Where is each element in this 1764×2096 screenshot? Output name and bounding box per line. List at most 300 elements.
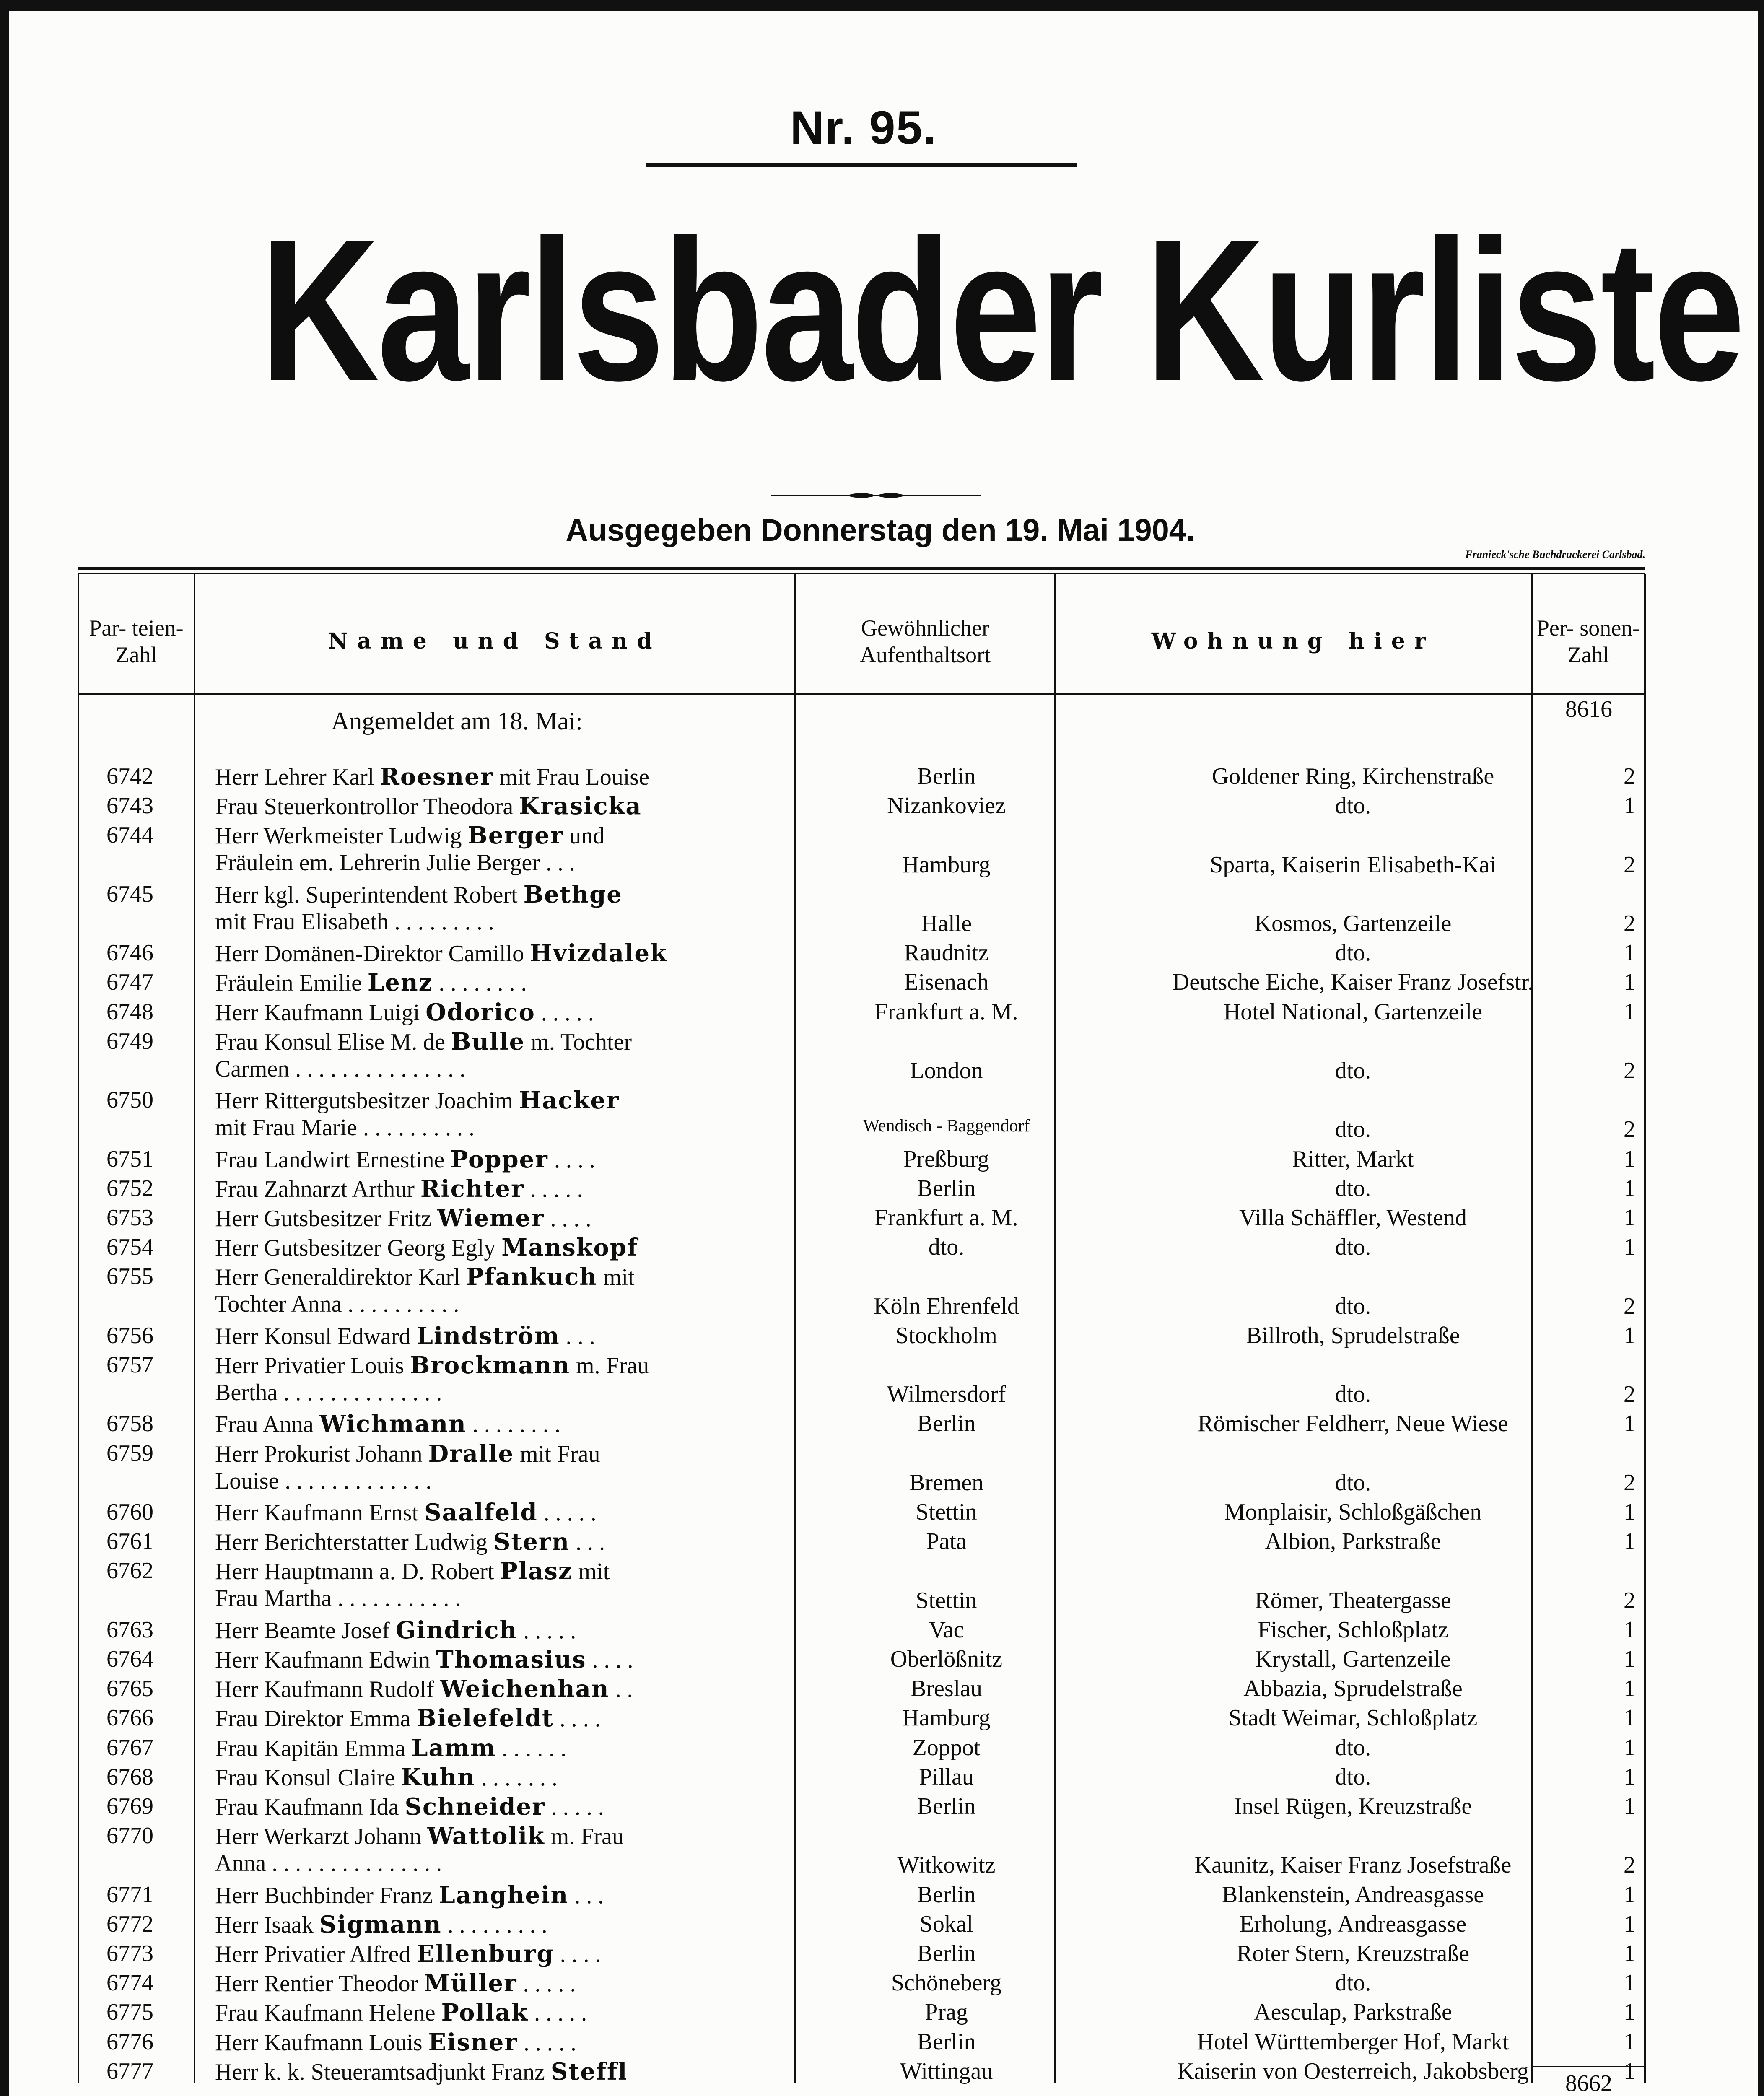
guest-suffix: . . . [570, 1529, 605, 1556]
table-row [78, 1263, 1645, 1322]
home-town: Sokal [919, 1911, 973, 1937]
guest-name-line [215, 1794, 604, 1820]
person-count: 2 [1624, 1587, 1635, 1614]
guest-name-line [215, 1206, 591, 1232]
guest-name-line [215, 1323, 595, 1349]
guest-surname: Berger [467, 822, 564, 850]
residence: dto. [1335, 940, 1371, 966]
home-town: Nizankoviez [887, 793, 1006, 819]
residence: dto. [1335, 1175, 1371, 1201]
table-row [78, 1322, 1645, 1352]
table-row [78, 1999, 1645, 2028]
guest-surname: Weichenhan [440, 1675, 610, 1703]
guest-name-line [215, 1618, 576, 1644]
guest-name-continuation: Louise . . . . . . . . . . . . . [215, 1468, 432, 1494]
guest-surname: Dralle [428, 1440, 514, 1468]
table-row [78, 969, 1645, 998]
person-count: 2 [1624, 1116, 1635, 1143]
guest-title: Herr Kaufmann Rudolf [215, 1676, 440, 1703]
guest-surname: Plasz [500, 1557, 573, 1585]
guest-surname: Wichmann [319, 1410, 467, 1438]
residence: Fischer, Schloßplatz [1258, 1616, 1448, 1643]
table-row [78, 1646, 1645, 1675]
guest-name-line [215, 1088, 619, 1114]
guest-title: Herr Gutsbesitzer Georg Egly [215, 1235, 502, 1261]
guest-suffix: mit [572, 1559, 610, 1585]
guest-surname: Hacker [519, 1087, 620, 1115]
guest-name [215, 1499, 856, 1526]
person-count: 1 [1624, 1646, 1635, 1672]
guest-name-line [215, 1912, 547, 1938]
guest-surname: Müller [424, 1969, 517, 1997]
guest-name [215, 1557, 856, 1612]
home-town: Vac [929, 1616, 964, 1643]
home-town: Berlin [917, 1881, 976, 1908]
person-count: 2 [1624, 851, 1635, 878]
party-number: 6760 [106, 1499, 153, 1525]
party-number: 6755 [106, 1263, 153, 1290]
guest-title: Herr Werkmeister Ludwig [215, 823, 468, 849]
person-count: 1 [1624, 1970, 1635, 1996]
guest-name-line [215, 941, 667, 967]
guest-title: Frau Kaufmann Ida [215, 1794, 405, 1820]
table-row [78, 1616, 1645, 1646]
person-count: 1 [1624, 1940, 1635, 1966]
table-row [78, 1528, 1645, 1557]
table-row [78, 1940, 1645, 1969]
guest-name [215, 1087, 856, 1141]
guest-suffix: . . . . . . . . . [441, 1912, 547, 1938]
guest-name [215, 1734, 856, 1762]
header-party-count: Par- teien- Zahl [89, 615, 184, 667]
guest-name-line [215, 1676, 633, 1702]
guest-title: Herr Kaufmann Ernst [215, 1500, 425, 1526]
guest-suffix: . . . . . [517, 1617, 576, 1644]
home-town: Berlin [917, 1793, 976, 1819]
person-count: 1 [1624, 1175, 1635, 1201]
table-row [78, 999, 1645, 1028]
party-number: 6776 [106, 2029, 153, 2055]
residence: dto. [1335, 793, 1371, 819]
page-border-left [0, 0, 9, 2096]
table-row [78, 1087, 1645, 1145]
guest-surname: Sigmann [319, 1910, 442, 1938]
party-number: 6759 [106, 1440, 153, 1466]
guest-name-line [215, 1029, 632, 1055]
person-count: 2 [1624, 763, 1635, 789]
table-row [78, 1410, 1645, 1440]
guest-name-continuation: mit Frau Marie . . . . . . . . . . [215, 1115, 475, 1141]
guest-name [215, 999, 856, 1026]
guest-name [215, 1704, 856, 1732]
guest-surname: Eisner [428, 2028, 518, 2056]
guest-suffix: . . . . . [517, 2029, 576, 2056]
person-count: 1 [1624, 1734, 1635, 1761]
table-row [78, 1734, 1645, 1764]
guest-name-line [215, 2030, 576, 2056]
home-town: Breslau [910, 1676, 983, 1702]
header-name: Name und Stand [328, 628, 662, 654]
guest-name-line [215, 1411, 560, 1437]
guest-title: Herr k. k. Steueramtsadjunkt Franz [215, 2059, 551, 2085]
guest-suffix: . . . . [553, 1706, 601, 1732]
guest-suffix: . . . . . . . . [466, 1411, 560, 1438]
guest-title: Herr Isaak [215, 1912, 319, 1938]
person-count: 1 [1624, 1528, 1635, 1555]
guest-name-continuation: mit Frau Elisabeth . . . . . . . . . [215, 908, 494, 935]
residence: Billroth, Sprudelstraße [1246, 1322, 1460, 1349]
party-number: 6769 [106, 1793, 153, 1819]
issue-date-line: Ausgegeben Donnerstag den 19. Mai 1904. [566, 513, 1195, 547]
guest-title: Herr Generaldirektor Karl [215, 1264, 466, 1291]
page-border-right [1758, 0, 1764, 2096]
party-number: 6753 [106, 1205, 153, 1231]
guest-suffix: . . . [560, 1323, 595, 1349]
residence: dto. [1335, 1764, 1371, 1790]
table-row [78, 822, 1645, 880]
table-row [78, 1911, 1645, 1940]
guest-suffix: . . . . . [537, 1500, 597, 1526]
guest-name [215, 1999, 856, 2026]
party-number: 6772 [106, 1911, 153, 1937]
guest-name [215, 2029, 856, 2056]
guest-title: Frau Direktor Emma [215, 1706, 417, 1732]
table-row [78, 1557, 1645, 1616]
guest-name-continuation: Carmen . . . . . . . . . . . . . . . [215, 1056, 466, 1082]
table-row [78, 1969, 1645, 1999]
person-count: 1 [1624, 1234, 1635, 1261]
guest-name [215, 1440, 856, 1494]
residence: Roter Stern, Kreuzstraße [1236, 1940, 1470, 1966]
guest-suffix: . . . . . [545, 1794, 604, 1820]
table-row [78, 881, 1645, 939]
table-row [78, 1881, 1645, 1911]
party-number: 6777 [106, 2058, 153, 2084]
party-number: 6765 [106, 1676, 153, 1702]
guest-name [215, 1175, 856, 1203]
guest-name-line [215, 1559, 610, 1585]
person-count: 1 [1624, 1322, 1635, 1349]
table-row [78, 1675, 1645, 1704]
guest-name-line [215, 1971, 576, 1997]
guest-title: Herr Domänen-Direktor Camillo [215, 941, 530, 967]
party-number: 6747 [106, 969, 153, 996]
home-town: Hamburg [902, 851, 991, 878]
party-number: 6749 [106, 1028, 153, 1054]
table-row [78, 1822, 1645, 1881]
guest-name-line [215, 1706, 601, 1732]
residence: dto. [1335, 1469, 1371, 1496]
guest-name-line [215, 882, 623, 908]
person-count: 1 [1624, 1911, 1635, 1937]
person-count: 1 [1624, 1793, 1635, 1819]
home-town: Prag [925, 1999, 968, 2026]
guest-name [215, 1146, 856, 1173]
residence: Erholung, Andreasgasse [1239, 1911, 1467, 1937]
guest-name [215, 1911, 856, 1938]
guest-name-line [215, 2000, 587, 2026]
guest-title: Herr Gutsbesitzer Fritz [215, 1206, 438, 1232]
guest-suffix: . . . . . . . [475, 1764, 558, 1791]
person-count: 1 [1624, 940, 1635, 966]
ornament-divider [771, 490, 981, 501]
guest-suffix: . . . . [548, 1147, 595, 1173]
party-number: 6754 [106, 1234, 153, 1261]
header-residence: Wohnung hier [1151, 628, 1435, 654]
guest-suffix: . . . . . . [496, 1735, 567, 1761]
guest-suffix: . . . . . [517, 1971, 576, 1997]
guest-title: Frau Steuerkontrollor Theodora [215, 794, 519, 820]
party-number: 6773 [106, 1940, 153, 1966]
guest-name [215, 939, 856, 967]
party-number: 6766 [106, 1705, 153, 1731]
guest-title: Herr Rittergutsbesitzer Joachim [215, 1088, 519, 1114]
party-number: 6768 [106, 1764, 153, 1790]
party-number: 6743 [106, 793, 153, 819]
party-number: 6774 [106, 1970, 153, 1996]
guest-suffix: m. Tochter [525, 1029, 632, 1055]
party-number: 6742 [106, 763, 153, 789]
home-town: dto. [928, 1234, 965, 1261]
residence: Kaunitz, Kaiser Franz Josefstraße [1194, 1852, 1512, 1878]
guest-title: Herr Kaufmann Edwin [215, 1647, 436, 1673]
residence: Villa Schäffler, Westend [1239, 1205, 1467, 1231]
guest-surname: Bethge [523, 880, 623, 908]
guest-title: Herr Beamte Josef [215, 1617, 396, 1644]
guest-surname: Schneider [405, 1793, 545, 1821]
residence: dto. [1335, 1970, 1371, 1996]
home-town: Stettin [916, 1587, 977, 1614]
party-number: 6756 [106, 1322, 153, 1349]
home-town: Halle [921, 910, 972, 936]
person-count: 1 [1624, 1676, 1635, 1702]
party-number: 6758 [106, 1411, 153, 1437]
person-count: 1 [1624, 999, 1635, 1025]
person-count: 2 [1624, 1057, 1635, 1084]
home-town: Wittingau [900, 2058, 993, 2084]
guest-name [215, 763, 856, 791]
guest-name [215, 822, 856, 876]
party-number: 6748 [106, 999, 153, 1025]
person-count: 2 [1624, 1469, 1635, 1496]
guest-surname: Lenz [367, 969, 433, 997]
guest-surname: Richter [420, 1175, 524, 1203]
guest-title: Herr Buchbinder Franz [215, 1882, 439, 1909]
party-number: 6750 [106, 1087, 153, 1113]
guest-name [215, 1793, 856, 1821]
guest-surname: Popper [450, 1145, 548, 1173]
person-count: 2 [1624, 1852, 1635, 1878]
guest-name [215, 1969, 856, 1997]
residence: Deutsche Eiche, Kaiser Franz Josefstr. [1172, 969, 1534, 996]
person-count: 1 [1624, 1999, 1635, 2026]
home-town: Raudnitz [904, 940, 989, 966]
guest-title: Frau Landwirt Ernestine [215, 1147, 451, 1173]
guest-name [215, 2058, 856, 2086]
table-row [78, 1499, 1645, 1528]
guest-title: Frau Konsul Elise M. de [215, 1029, 451, 1055]
residence: Hotel National, Gartenzeile [1223, 999, 1483, 1025]
table-row [78, 1352, 1645, 1410]
guest-title: Herr Lehrer Karl [215, 764, 380, 790]
guest-surname: Kuhn [401, 1763, 475, 1791]
home-town: Schöneberg [891, 1970, 1002, 1996]
guest-title: Herr Privatier Alfred [215, 1941, 417, 1967]
home-town: Stettin [916, 1499, 977, 1525]
home-town: Stockholm [895, 1322, 997, 1349]
home-town: Pata [926, 1528, 967, 1555]
guest-name [215, 969, 856, 996]
home-town: Pillau [919, 1764, 974, 1790]
residence: Insel Rügen, Kreuzstraße [1234, 1793, 1472, 1819]
person-count: 2 [1624, 1381, 1635, 1408]
guest-name-line [215, 1176, 583, 1202]
guest-name-continuation: Frau Martha . . . . . . . . . . . [215, 1585, 461, 1612]
home-town: Hamburg [902, 1705, 991, 1731]
home-town: London [910, 1057, 983, 1084]
person-count: 1 [1624, 1146, 1635, 1172]
guest-suffix: . . [609, 1676, 633, 1703]
home-town: Frankfurt a. M. [874, 1205, 1018, 1231]
guest-surname: Saalfeld [424, 1499, 538, 1526]
guest-name-line [215, 1264, 635, 1290]
guest-title: Herr Konsul Edward [215, 1323, 417, 1349]
party-number: 6762 [106, 1558, 153, 1584]
home-town: Preßburg [903, 1146, 989, 1172]
party-number: 6751 [106, 1146, 153, 1172]
table-row [78, 1175, 1645, 1204]
guest-name [215, 1646, 856, 1673]
table-row [78, 1146, 1645, 1175]
guest-name [215, 1352, 856, 1406]
guest-title: Herr Berichterstatter Ludwig [215, 1529, 493, 1556]
guest-surname: Lamm [411, 1734, 496, 1762]
residence: Blankenstein, Andreasgasse [1222, 1881, 1484, 1908]
guest-surname: Lindström [416, 1322, 560, 1350]
home-town: Berlin [917, 2029, 976, 2055]
guest-surname: Steffl [550, 2057, 628, 2086]
guest-surname: Pollak [441, 1999, 529, 2027]
guest-suffix: . . . . [544, 1206, 591, 1232]
residence: dto. [1335, 1116, 1371, 1143]
residence: Sparta, Kaiserin Elisabeth-Kai [1210, 851, 1496, 878]
residence: Aesculap, Parkstraße [1254, 1999, 1452, 2026]
party-number: 6752 [106, 1175, 153, 1201]
residence: Stadt Weimar, Schloßplatz [1228, 1705, 1478, 1731]
party-number: 6746 [106, 940, 153, 966]
table-row [78, 1764, 1645, 1793]
guest-suffix: m. Frau [545, 1824, 624, 1850]
guest-name-line [215, 794, 642, 820]
guest-suffix: und [563, 823, 605, 849]
residence: Kosmos, Gartenzeile [1254, 910, 1452, 936]
guest-name-line [215, 1647, 633, 1673]
guest-name-line [215, 1883, 604, 1909]
guest-name [215, 1528, 856, 1556]
residence: Krystall, Gartenzeile [1255, 1646, 1451, 1672]
person-count: 1 [1624, 2029, 1635, 2055]
guest-name-continuation: Tochter Anna . . . . . . . . . . [215, 1291, 459, 1318]
residence: Goldener Ring, Kirchenstraße [1211, 763, 1494, 789]
residence: Abbazia, Sprudelstraße [1243, 1676, 1463, 1702]
person-count: 1 [1624, 1616, 1635, 1643]
guest-suffix: . . . [568, 1882, 604, 1909]
person-count: 1 [1624, 2058, 1635, 2084]
table-top-rule-thin [78, 573, 1645, 574]
masthead-title: Karlsbader Kurliste [260, 197, 1743, 423]
guest-title: Fräulein Emilie [215, 970, 368, 996]
guest-title: Frau Zahnarzt Arthur [215, 1176, 420, 1202]
residence: dto. [1335, 1234, 1371, 1261]
guest-title: Herr kgl. Superintendent Robert [215, 882, 524, 908]
party-number: 6767 [106, 1734, 153, 1761]
closing-total: 8662 [1565, 2070, 1612, 2096]
guest-name-continuation: Bertha . . . . . . . . . . . . . . [215, 1380, 442, 1406]
guest-name [215, 1204, 856, 1232]
table-row [78, 1204, 1645, 1234]
residence: dto. [1335, 1293, 1371, 1319]
guest-surname: Ellenburg [416, 1940, 554, 1968]
guest-suffix: . . . . . [524, 1176, 583, 1202]
party-number: 6764 [106, 1646, 153, 1672]
guest-name-line [215, 823, 604, 849]
guest-name [215, 1940, 856, 1968]
guest-name-line [215, 1824, 624, 1850]
residence: Albion, Parkstraße [1265, 1528, 1441, 1555]
table-row [78, 1234, 1645, 1263]
guest-name-line [215, 1147, 595, 1173]
guest-name [215, 792, 856, 820]
home-town: Frankfurt a. M. [874, 999, 1018, 1025]
person-count: 1 [1624, 969, 1635, 996]
guest-surname: Hvizdalek [530, 939, 667, 968]
guest-name [215, 1616, 856, 1644]
home-town: Berlin [917, 1411, 976, 1437]
party-number: 6775 [106, 1999, 153, 2026]
guest-surname: Odorico [425, 998, 535, 1026]
person-count: 1 [1624, 1411, 1635, 1437]
guest-name-continuation: Anna . . . . . . . . . . . . . . . [215, 1850, 442, 1877]
person-count: 1 [1624, 1881, 1635, 1908]
person-count: 2 [1624, 1293, 1635, 1319]
opening-total: 8616 [1565, 696, 1612, 722]
guest-surname: Wattolik [427, 1822, 545, 1850]
guest-suffix: . . . . [554, 1941, 601, 1967]
guest-name-line [215, 1765, 558, 1791]
residence: Hotel Württemberger Hof, Markt [1197, 2029, 1509, 2055]
guest-title: Herr Rentier Theodor [215, 1971, 424, 1997]
guest-title: Frau Konsul Claire [215, 1764, 401, 1791]
home-town: Oberlößnitz [890, 1646, 1003, 1672]
residence: dto. [1335, 1734, 1371, 1761]
home-town: Eisenach [904, 969, 989, 996]
party-number: 6771 [106, 1881, 153, 1908]
guest-surname: Gindrich [395, 1616, 518, 1644]
guest-name-line [215, 1235, 638, 1261]
table-row [78, 792, 1645, 822]
home-town: Zoppot [912, 1734, 981, 1761]
guest-suffix: mit Frau Louise [493, 764, 649, 790]
table-row [78, 763, 1645, 792]
guest-surname: Roesner [380, 763, 494, 791]
guest-name [215, 1028, 856, 1082]
guest-suffix: . . . . . [528, 2000, 587, 2026]
guest-name-line [215, 970, 527, 996]
guest-title: Herr Werkarzt Johann [215, 1824, 428, 1850]
party-number: 6744 [106, 822, 153, 848]
party-number: 6757 [106, 1352, 153, 1378]
home-town: Witkowitz [897, 1852, 996, 1878]
